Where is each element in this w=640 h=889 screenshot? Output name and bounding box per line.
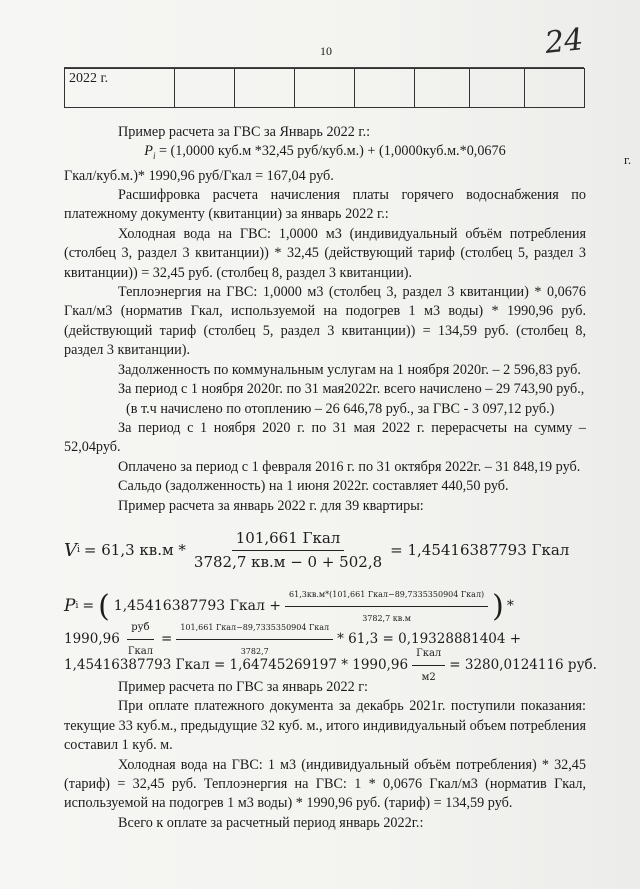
formula-l3-numerator: 101,661 Гкал−89,7335350904 Гкал bbox=[176, 618, 333, 640]
formula-v-sup: i bbox=[77, 545, 80, 556]
formula-p-symbol: P bbox=[144, 143, 153, 160]
formula-gvs-continued: Гкал/куб.м.)* 1990,96 руб/Гкал = 167,04 руб. bbox=[64, 167, 334, 184]
paragraph-apartment-example: Пример расчета за январь 2022 г. для 39 квартиры: bbox=[118, 497, 424, 514]
paragraph-readings: При оплате платежного документа за декабрь 2021г. поступили показания: текущие 33 куб.м., предыдущие 32 куб. м., итого индивидуальный объем потребления составил 1 куб. м. bbox=[64, 698, 586, 754]
table-cell bbox=[175, 69, 235, 108]
formula-line-3 bbox=[64, 622, 586, 658]
formula-l4-unit-num: Гкал bbox=[412, 644, 445, 666]
formula-p2-sub: i bbox=[75, 601, 79, 612]
table-cell bbox=[235, 69, 295, 108]
formula-p-first: 1,45416387793 Гкал + bbox=[113, 598, 282, 615]
paragraph-paid: Оплачено за период с 1 февраля 2016 г. по 31 октября 2022г. – 31 848,19 руб. bbox=[118, 458, 581, 475]
table-cell bbox=[470, 69, 525, 108]
formula-volume bbox=[64, 528, 586, 574]
paragraph-debt: Задолженность по коммунальным услугам на 1 ноября 2020г. – 2 596,83 руб. bbox=[118, 361, 581, 378]
handwritten-page-mark: 24 bbox=[543, 22, 585, 61]
formula-close-paren: ) bbox=[492, 588, 504, 624]
year-table bbox=[64, 68, 585, 108]
margin-note: г. bbox=[624, 152, 632, 167]
table-cell-year: 2022 г. bbox=[65, 69, 175, 108]
paragraph-total-due: Всего к оплате за расчетный период январь 2022г.: bbox=[118, 814, 424, 831]
formula-l4-unit bbox=[412, 644, 445, 688]
formula-l4-start: 1,45416387793 Гкал = 1,64745269197 * 1990,96 bbox=[64, 657, 409, 674]
paragraph-accrued: За период с 1 ноября 2020г. по 31 мая2022г. всего начислено – 29 743,90 руб., bbox=[118, 381, 585, 398]
formula-v-denominator: 3782,7 кв.м − 0 + 502,8 bbox=[193, 553, 383, 572]
formula-p-numerator: 61,3кв.м*(101,661 Гкал−89,7335350904 Гкал) bbox=[285, 585, 488, 607]
paragraph-gvs-example: Пример расчета по ГВС за январь 2022 г: bbox=[118, 678, 368, 695]
formula-open-paren: ( bbox=[98, 588, 110, 624]
formula-v-symbol: V bbox=[64, 540, 77, 562]
formula-l3-eq: = bbox=[161, 631, 173, 648]
formula-l4-unit-den: м2 bbox=[421, 672, 436, 684]
formula-l3-unit-den: Гкал bbox=[127, 646, 154, 658]
formula-p-sub: i bbox=[152, 151, 156, 162]
formula-l3-denominator: 3782,7 bbox=[240, 647, 269, 657]
formula-l3-unit-num: руб bbox=[127, 618, 153, 640]
formula-gvs bbox=[64, 142, 586, 166]
formula-gvs-text: = (1,0000 куб.м *32,45 руб/куб.м.) + (1,0000куб.м.*0,0676 bbox=[159, 143, 506, 160]
paragraph-cold-water: Холодная вода на ГВС: 1,0000 м3 (индивидуальный объём потребления (столбец 3, раздел 3 квитанции)) * 32,45 (действующий тариф (столбец 5, раздел 3 квитанции)) = 32,45 руб. (столбец 8, раздел 3 квитанции). bbox=[64, 225, 586, 281]
paragraph-breakdown: Расшифровка расчета начисления платы горячего водоснабжения по платежному документу (квитанции) за январь 2022 г.: bbox=[64, 187, 586, 223]
paragraph-gvs-calc: Холодная вода на ГВС: 1 м3 (индивидуальный объём потребления) * 32,45 (тариф) = 32,45 руб. Теплоэнергия на ГВС: 1 * 0,0676 Гкал/м3 (норматив Гкал, используемой на подогрев 1 м3 воды) * 1990,96 руб. (тариф) = 134,59 руб. bbox=[64, 756, 586, 812]
paragraph-accrued-detail: (в т.ч начислено по отоплению – 26 646,78 руб., за ГВС - 3 097,12 руб.) bbox=[126, 400, 555, 417]
formula-p-tail: * bbox=[506, 598, 514, 615]
formula-v-numerator: 101,661 Гкал bbox=[232, 529, 345, 551]
formula-v-lhs: = 61,3 кв.м * bbox=[83, 541, 186, 560]
paragraph-heat-energy: Теплоэнергия на ГВС: 1,0000 м3 (столбец 3, раздел 3 квитанции) * 0,0676 Гкал/м3 (норматив Гкал, используемой на подогрев 1 м3 воды) * 1990,96 руб. (действующий тариф (столбец 5, раздел 3 квитанции)) = 134,59 руб. (столбец 8, раздел 3 квитанции). bbox=[64, 284, 586, 359]
paragraph-recalculation: За период с 1 ноября 2020 г. по 31 мая 2022 г. перерасчеты на сумму – 52,04руб. bbox=[64, 419, 586, 456]
formula-l3-start: 1990,96 bbox=[64, 631, 120, 648]
table-cell bbox=[355, 69, 415, 108]
formula-l4-rhs: = 3280,0124116 руб. bbox=[449, 657, 597, 674]
table-cell bbox=[525, 69, 585, 108]
formula-v-fraction bbox=[190, 529, 386, 573]
paragraph-example-title: Пример расчета за ГВС за Январь 2022 г.: bbox=[118, 124, 371, 140]
paragraph-balance: Сальдо (задолженность) на 1 июня 2022г. составляет 440,50 руб. bbox=[118, 478, 509, 495]
page-number: 10 bbox=[320, 44, 332, 58]
table-cell bbox=[415, 69, 470, 108]
formula-p2-symbol: P bbox=[64, 596, 76, 617]
formula-p-lhs: = bbox=[82, 598, 95, 615]
formula-p-denominator: 3782,7 кв.м bbox=[362, 614, 411, 624]
formula-v-rhs: = 1,45416387793 Гкал bbox=[390, 541, 570, 560]
document-body bbox=[64, 123, 597, 833]
table-cell bbox=[295, 69, 355, 108]
formula-l3-rhs: * 61,3 = 0,19328881404 + bbox=[337, 631, 522, 648]
table-row bbox=[65, 69, 585, 108]
